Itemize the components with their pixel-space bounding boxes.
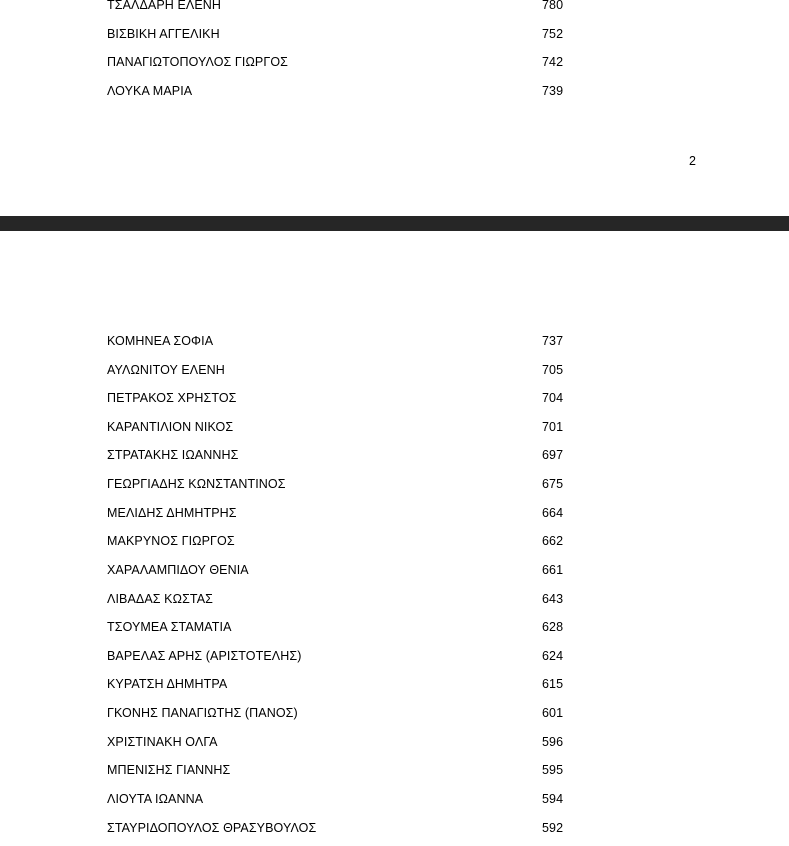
candidate-votes: 742 (542, 55, 564, 70)
candidate-votes: 705 (542, 362, 564, 377)
candidate-name: ΛΙΒΑΔΑΣ ΚΩΣΤΑΣ (107, 591, 213, 606)
candidate-votes: 643 (542, 591, 564, 606)
candidate-votes: 662 (542, 534, 564, 549)
candidate-name: ΚΟΜΗΝΕΑ ΣΟΦΙΑ (107, 334, 214, 348)
candidate-name: ΒΑΡΕΛΑΣ ΑΡΗΣ (ΑΡΙΣΤΟΤΕΛΗΣ) (107, 648, 302, 663)
list-item (0, 646, 789, 666)
candidate-name: ΒΙΣΒΙΚΗ ΑΓΓΕΛΙΚΗ (107, 26, 220, 41)
candidate-votes: 780 (542, 0, 564, 12)
candidate-name: ΚΑΡΑΝΤΙΛΙΟΝ ΝΙΚΟΣ (107, 419, 234, 434)
candidate-votes: 628 (542, 620, 564, 635)
candidate-votes: 664 (542, 505, 564, 520)
candidate-votes: 739 (542, 84, 564, 99)
list-item (0, 560, 789, 580)
candidate-name: ΧΑΡΑΛΑΜΠΙΔΟΥ ΘΕΝΙΑ (107, 562, 249, 577)
candidate-name: ΤΣΟΥΜΕΑ ΣΤΑΜΑΤΙΑ (107, 620, 232, 635)
candidate-votes: 704 (542, 391, 564, 406)
list-item (0, 0, 789, 15)
page-number: 2 (689, 154, 696, 168)
candidate-votes: 752 (542, 26, 564, 41)
candidate-votes: 697 (542, 448, 564, 463)
candidate-name: ΜΕΛΙΔΗΣ ΔΗΜΗΤΡΗΣ (107, 505, 237, 520)
list-item (0, 360, 789, 380)
candidate-name: ΠΕΤΡΑΚΟΣ ΧΡΗΣΤΟΣ (107, 391, 237, 406)
candidate-votes: 596 (542, 734, 564, 749)
candidate-votes: 615 (542, 677, 564, 692)
candidate-name: ΜΠΕΝΙΣΗΣ ΓΙΑΝΝΗΣ (107, 763, 231, 778)
candidate-votes: 595 (542, 763, 564, 778)
candidate-name: ΛΙΟΥΤΑ ΙΩΑΝΝΑ (107, 791, 204, 806)
candidate-votes: 601 (542, 706, 564, 721)
candidate-name: ΠΑΝΑΓΙΩΤΟΠΟΥΛΟΣ ΓΙΩΡΓΟΣ (107, 55, 289, 70)
list-item (0, 732, 789, 752)
candidate-votes: 624 (542, 648, 564, 663)
list-item (0, 531, 789, 551)
candidate-votes: 675 (542, 477, 564, 492)
list-item (0, 24, 789, 44)
candidate-name: ΓΚΟΝΗΣ ΠΑΝΑΓΙΩΤΗΣ (ΠΑΝΟΣ) (107, 706, 298, 721)
candidate-name: ΚΥΡΑΤΣΗ ΔΗΜΗΤΡΑ (107, 677, 228, 692)
candidate-name: ΤΣΑΛΔΑΡΗ ΕΛΕΝΗ (107, 0, 222, 12)
list-item (0, 474, 789, 494)
candidate-name: ΧΡΙΣΤΙΝΑΚΗ ΟΛΓΑ (107, 734, 218, 749)
list-item (0, 331, 789, 351)
list-item (0, 674, 789, 694)
page-separator (0, 216, 789, 231)
list-item (0, 789, 789, 809)
candidate-votes: 592 (542, 820, 564, 835)
list-item (0, 818, 789, 838)
list-item (0, 617, 789, 637)
candidate-name: ΛΟΥΚΑ ΜΑΡΙΑ (107, 84, 193, 99)
candidate-name: ΑΥΛΩΝΙΤΟΥ ΕΛΕΝΗ (107, 362, 225, 377)
list-item (0, 589, 789, 609)
list-item (0, 703, 789, 723)
candidate-votes: 701 (542, 419, 564, 434)
candidate-name: ΓΕΩΡΓΙΑΔΗΣ ΚΩΝΣΤΑΝΤΙΝΟΣ (107, 477, 286, 492)
document-page-bottom (0, 231, 789, 846)
candidate-name: ΣΤΡΑΤΑΚΗΣ ΙΩΑΝΝΗΣ (107, 448, 239, 463)
candidate-name: ΣΤΑΥΡΙΔΟΠΟΥΛΟΣ ΘΡΑΣΥΒΟΥΛΟΣ (107, 820, 317, 835)
candidate-name: ΜΑΚΡΥΝΟΣ ΓΙΩΡΓΟΣ (107, 534, 235, 549)
list-item (0, 760, 789, 780)
list-item (0, 52, 789, 72)
list-item (0, 417, 789, 437)
candidate-votes: 737 (542, 334, 564, 348)
list-item (0, 388, 789, 408)
list-item (0, 81, 789, 101)
list-item (0, 445, 789, 465)
document-page-top (0, 0, 789, 216)
candidate-votes: 594 (542, 791, 564, 806)
candidate-votes: 661 (542, 562, 564, 577)
list-item (0, 503, 789, 523)
